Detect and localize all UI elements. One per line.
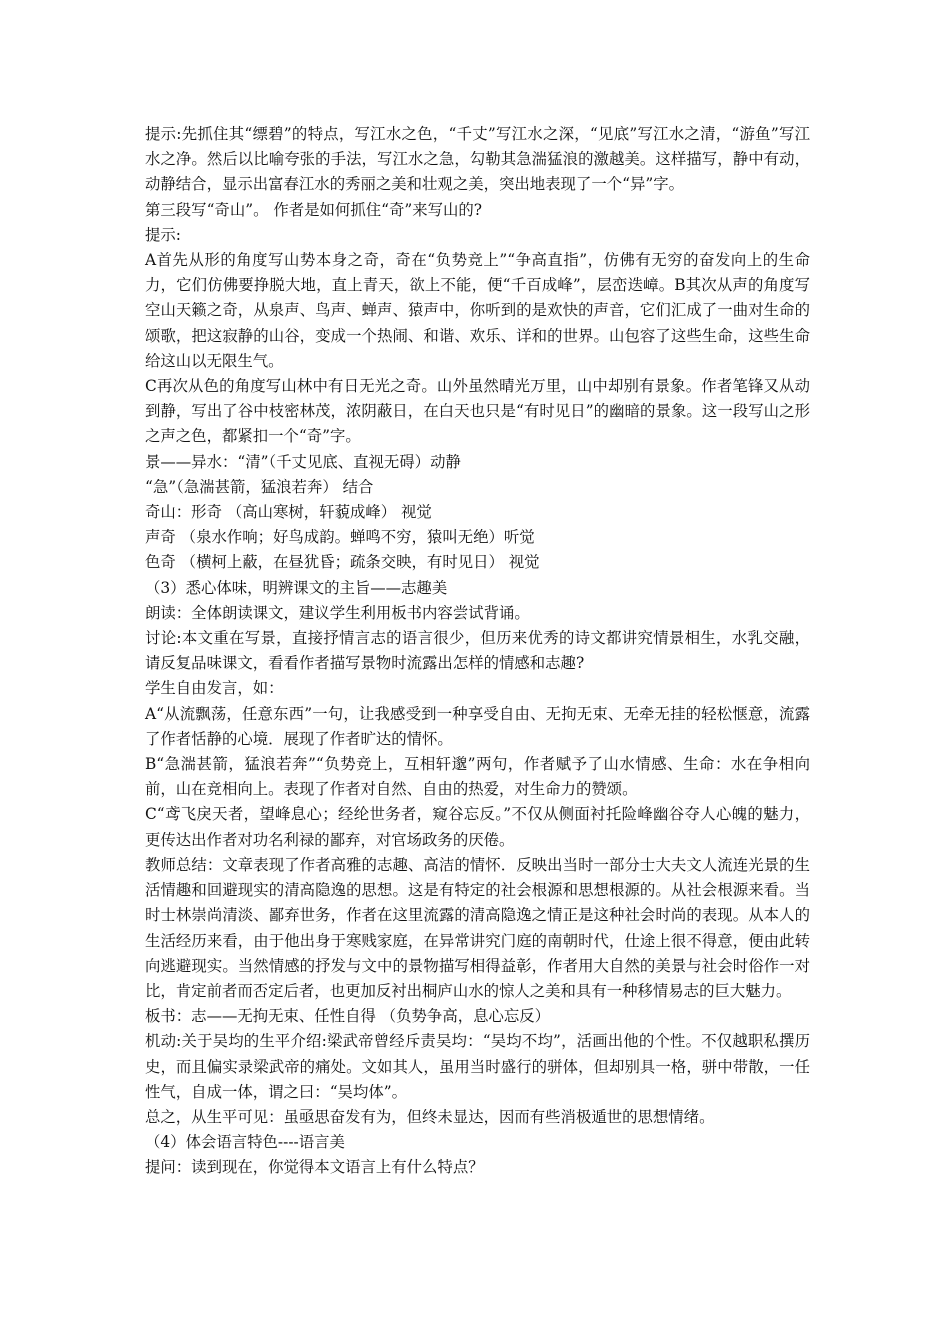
board-line-rapid: “急”（急湍甚箭，猛浪若奔） 结合 xyxy=(145,477,374,496)
author-biography: 机动:关于吴均的生平介绍:梁武帝曾经斥责吴均：“吴均不均”，活画出他的个性。不仅越职私撰历史，而且偏实录梁武帝的痛处。文如其人，虽用当时盛行的骈体，但却别具一格，骈中带散，一任性气，自成一体，谓之曰：“吴均体”。 xyxy=(145,1032,810,1101)
section-heading-language: （4）体会语言特色----语言美 xyxy=(145,1133,345,1152)
language-question: 提问：读到现在，你觉得本文语言上有什么特点？ xyxy=(145,1158,484,1177)
student-speech-intro: 学生自由发言，如： xyxy=(145,679,284,698)
board-line-shape: 奇山：形奇 （高山寒树，轩藐成峰） 视觉 xyxy=(145,503,432,522)
section-three-question: 第三段写“奇山”。 作者是如何抓住“奇”来写山的? xyxy=(145,200,483,219)
mountain-shape-sound-paragraph: A首先从形的角度写山势本身之奇，奇在“负势竞上”“争高直指”，仿佛有无穷的奋发向上的生命力，它们仿佛要挣脱大地，直上青天，欲上不能，便“千百成峰”，层峦迭嶂。B其次从声的角度写空山天籁之奇，从泉声、鸟声、蝉声、猿声中，你听到的是欢快的声音，它们汇成了一曲对生命的颂歌，把这寂静的山谷，变成一个热闹、和谐、欢乐、详和的世界。山包容了这些生命，这些生命给这山以无限生气。 xyxy=(145,251,810,370)
board-line-aspiration: 板书：志——无拘无束、任性自得 （负势争高，息心忘反） xyxy=(145,1007,551,1026)
biography-conclusion: 总之，从生平可见：虽亟思奋发有为，但终未显达，因而有些消极遁世的思想情绪。 xyxy=(145,1107,715,1126)
hint-label: 提示: xyxy=(145,225,181,244)
student-answer-a: A“从流飘荡，任意东西”一句，让我感受到一种享受自由、无拘无束、无牵无挂的轻松惬意，流露了作者恬静的心境．展现了作者旷达的情怀。 xyxy=(145,704,810,748)
hint-water-paragraph: 提示:先抓住其“缥碧”的特点，写江水之色，“千丈”写江水之深，“见底”写江水之清，“游鱼”写江水之净。然后以比喻夸张的手法，写江水之急，勾勒其急湍猛浪的激越美。这样描写，静中有动，动静结合，显示出富春江水的秀丽之美和壮观之美，突出地表现了一个“异”字。 xyxy=(145,125,810,194)
student-answer-c: C“鸢飞戾天者，望峰息心；经纶世务者，窥谷忘反。”不仅从侧面衬托险峰幽谷夺人心魄的魅力，更传达出作者对功名利禄的鄙弃，对官场政务的厌倦。 xyxy=(145,805,810,849)
reading-instruction: 朗读：全体朗读课文，建议学生利用板书内容尝试背诵。 xyxy=(145,603,530,622)
board-line-sound: 声奇 （泉水作响；好鸟成韵。蝉鸣不穷，猿叫无绝）听觉 xyxy=(145,528,535,547)
section-heading-theme: （3）悉心体味，明辨课文的主旨——志趣美 xyxy=(145,578,448,597)
board-line-water: 景——异水：“清”（千丈见底、直视无碍）动静 xyxy=(145,452,461,471)
document-body xyxy=(145,122,810,1181)
student-answer-b: B“急湍甚箭，猛浪若奔”“负势竞上，互相轩邈”两句，作者赋予了山水情感、生命：水在争相向前，山在竞相向上。表现了作者对自然、自由的热爱，对生命力的赞颂。 xyxy=(145,755,810,799)
discussion-paragraph: 讨论:本文重在写景，直接抒情言志的语言很少，但历来优秀的诗文都讲究情景相生，水乳交融，请反复品味课文，看看作者描写景物时流露出怎样的情感和志趣? xyxy=(145,629,810,673)
teacher-summary: 教师总结：文章表现了作者高雅的志趣、高洁的情怀．反映出当时一部分士大夫文人流连光景的生活情趣和回避现实的清高隐逸的思想。这是有特定的社会根源和思想根源的。从社会根源来看。当时士林崇尚清淡、鄙弃世务，作者在这里流露的清高隐逸之情正是这种社会时尚的表现。从本人的生活经历来看，由于他出身于寒贱家庭，在异常讲究门庭的南朝时代，仕途上很不得意，便由此转向逃避现实。当然情感的抒发与文中的景物描写相得益彰，作者用大自然的美景与社会时俗作一对比，肯定前者而否定后者，也更加反衬出桐庐山水的惊人之美和具有一种移情易志的巨大魅力。 xyxy=(145,855,810,1000)
mountain-color-paragraph: C再次从色的角度写山林中有日无光之奇。山外虽然晴光万里，山中却别有景象。作者笔锋又从动到静，写出了谷中枝密林茂，浓阴蔽日，在白天也只是“有时见日”的幽暗的景象。这一段写山之形之声之色，都紧扣一个“奇”字。 xyxy=(145,377,810,446)
board-line-color: 色奇 （横柯上蔽，在昼犹昏；疏条交映，有时见日） 视觉 xyxy=(145,553,540,572)
